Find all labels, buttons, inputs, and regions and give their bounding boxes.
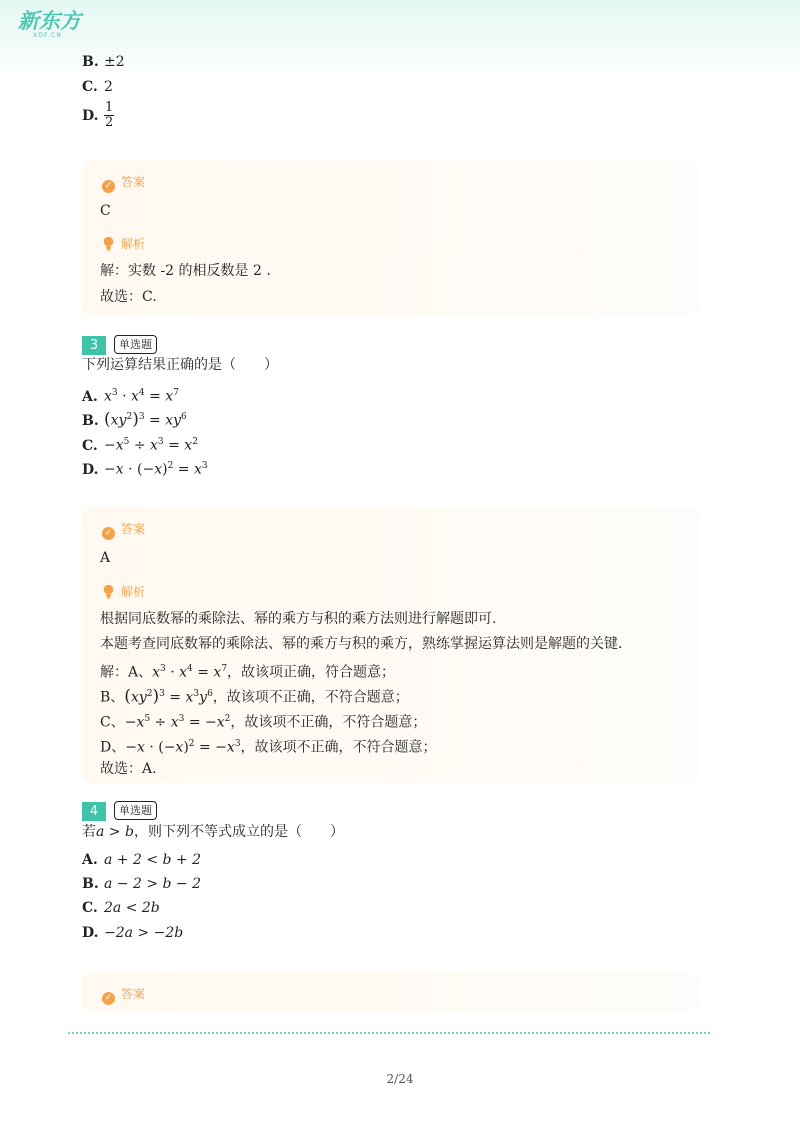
question-stem: 若a > b，则下列不等式成立的是（ ） (82, 824, 344, 840)
equals-sign: = (144, 412, 166, 429)
analysis-line: 解：实数 -2 的相反数是 2 . (100, 263, 271, 279)
option-text: 2 (104, 79, 113, 95)
solution-line-b: B、$(xy^2)^3 = x^3y^6$，故该项不正确，不符合题意； (100, 686, 409, 707)
q3-option-a: A. $x^3 \cdot x^4 = x^7$ (82, 388, 179, 405)
option-text: ±2 (104, 54, 125, 70)
solution-verdict: ，故该项不正确，不符合题意； (212, 689, 409, 706)
option-letter: A. (82, 852, 98, 868)
option-text: a + 2 < b + 2 (104, 852, 202, 868)
answer-label: 答案 (121, 175, 146, 189)
lightbulb-icon (102, 584, 115, 599)
check-icon: ✓ (102, 992, 115, 1005)
fraction-denominator: 2 (105, 115, 114, 130)
page-number: 2/24 (386, 1072, 414, 1086)
logo-text: 新东方 (18, 9, 81, 33)
q2-option-c (82, 78, 113, 96)
solution-line-a: 解：A、$x^3 \cdot x^4 = x^7$，故该项正确，符合题意； (100, 664, 396, 681)
q3-option-d: D. $-x \cdot (-x)^2 = x^3$ (82, 461, 208, 478)
check-icon: ✓ (102, 180, 115, 193)
q4-option-b (82, 875, 201, 893)
logo-subtext: XDF.CN (33, 32, 63, 39)
option-letter: B. (82, 412, 99, 429)
option-letter: C. (82, 437, 98, 454)
lightbulb-icon (102, 236, 115, 251)
answer-heading (102, 521, 145, 540)
option-letter: D. (82, 461, 99, 478)
question-stem: 下列运算结果正确的是（ ） (82, 357, 278, 373)
solution-prefix: C、 (100, 714, 125, 731)
equals-sign: = (173, 461, 194, 478)
option-letter: D. (82, 107, 99, 124)
fraction (104, 101, 114, 130)
analysis-label: 解析 (121, 237, 146, 251)
q3-option-b: B. $(xy^2)^3 = xy^6$ (82, 409, 187, 430)
q2-option-b (82, 53, 125, 71)
q4-answer-box (82, 972, 698, 1012)
q3-option-c: C. $-x^5 \div x^3 = x^2$ (82, 437, 198, 454)
solution-prefix: 解：A、 (100, 664, 153, 681)
fraction-numerator: 1 (105, 100, 114, 115)
option-letter: B. (82, 54, 99, 70)
question-number: 3 (82, 336, 106, 355)
q3-answer-box (82, 507, 698, 783)
question-type-tag: 单选题 (114, 801, 157, 820)
option-text: −2a > −2b (104, 925, 184, 941)
conclusion-line: 故选：A. (100, 761, 157, 777)
analysis-heading (102, 584, 145, 600)
analysis-label: 解析 (121, 585, 146, 599)
analysis-line: 故选：C. (100, 289, 157, 305)
solution-verdict: ，故该项不正确，不符合题意； (230, 714, 427, 731)
stem-prefix: 若 (82, 824, 96, 840)
solution-line-d: D、$-x \cdot (-x)^2 = -x^3$，故该项不正确，不符合题意； (100, 739, 437, 756)
solution-verdict: ，故该项不正确，不符合题意； (240, 739, 437, 756)
solution-verdict: ，故该项正确，符合题意； (227, 664, 396, 681)
solution-prefix: B、 (100, 689, 125, 706)
check-icon: ✓ (102, 527, 115, 540)
option-letter: D. (82, 925, 99, 941)
q2-answer-box (82, 160, 698, 316)
answer-value: A (100, 550, 111, 566)
option-letter: C. (82, 79, 98, 95)
option-letter: B. (82, 876, 99, 892)
xdf-logo (18, 10, 81, 40)
q4-option-a (82, 851, 201, 869)
q4-option-d (82, 924, 183, 942)
analysis-line: 本题考查同底数幂的乘除法、幂的乘方与积的乘方，熟练掌握运算法则是解题的关键. (100, 636, 623, 652)
answer-label: 答案 (121, 522, 146, 536)
equals-sign: = (144, 388, 166, 405)
equals-sign: = (163, 437, 185, 454)
q4-option-c (82, 899, 160, 917)
stem-suffix: ，则下列不等式成立的是（ ） (133, 824, 344, 840)
analysis-line: 根据同底数幂的乘除法、幂的乘方与积的乘方法则进行解题即可. (100, 611, 497, 627)
page-divider (68, 1032, 710, 1034)
analysis-heading (102, 236, 145, 252)
solution-prefix: D、 (100, 739, 126, 756)
answer-value: C (100, 203, 111, 219)
answer-label: 答案 (121, 987, 146, 1001)
option-letter: C. (82, 900, 98, 916)
solution-line-c: C、$-x^5 \div x^3 = -x^2$，故该项不正确，不符合题意； (100, 714, 427, 731)
question-type-tag: 单选题 (114, 335, 157, 354)
answer-heading (102, 174, 145, 193)
answer-heading (102, 986, 145, 1005)
option-text: a − 2 > b − 2 (104, 876, 202, 892)
question-number: 4 (82, 802, 106, 821)
option-letter: A. (82, 388, 98, 405)
option-text: 2a < 2b (104, 900, 160, 916)
q2-option-d (82, 101, 114, 130)
